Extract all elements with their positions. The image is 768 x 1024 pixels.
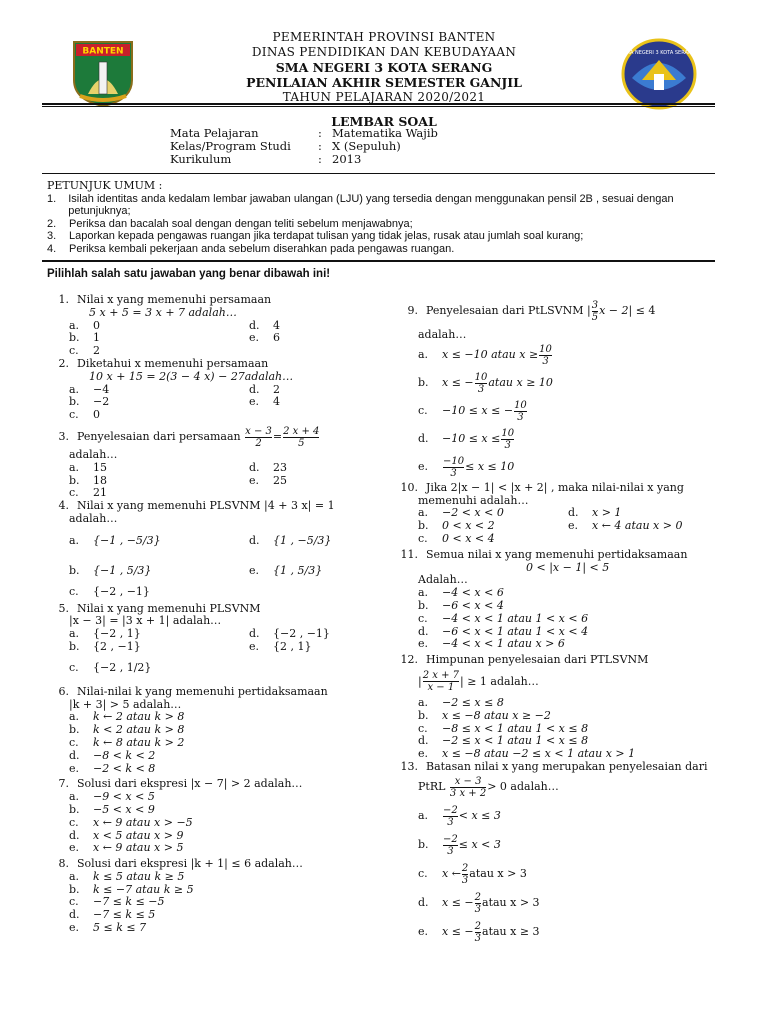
option: −9 < x < 5 — [93, 790, 155, 804]
letterhead — [0, 30, 768, 105]
question-2: 2. Diketahui x memenuhi persamaan 10 x + 15 = 2(3 − 4 x) − 27adalah… a. −4 d. 2 b. −2 e. 4 c. 0 — [58, 356, 294, 422]
instruction-item: 1. Isilah identitas anda kedalam lembar jawaban ulangan (LJU) yang tersedia dengan menggunakan pensil 2B , sesuai dengan petunjuknya; — [47, 192, 674, 218]
option: 0 < x < 4 — [442, 531, 495, 545]
info-value: X (Sepuluh) — [332, 139, 401, 153]
option: x ← 9 atau x > 5 — [93, 841, 184, 855]
info-value: 2013 — [332, 152, 362, 166]
questions-right-column — [396, 300, 726, 947]
header-line5: TAHUN PELAJARAN 2020/2021 — [282, 90, 486, 104]
option: atau x ≥ 3 — [482, 924, 540, 938]
option: 0 — [93, 408, 100, 422]
option: −4 < x < 1 atau x > 6 — [442, 637, 565, 651]
option: 5 ≤ k ≤ 7 — [93, 921, 147, 935]
option: {2 , 1} — [273, 639, 312, 653]
option: {−1 , −5/3} — [93, 533, 161, 547]
option: {1 , −5/3} — [273, 533, 332, 547]
option: −7 ≤ k ≤ −5 — [93, 895, 165, 909]
option: 4 — [273, 395, 280, 409]
option: −2 — [93, 395, 110, 409]
instruction-item: 2. Periksa dan bacalah soal dengan dengan teliti sebelum menjawabnya; — [47, 217, 413, 230]
option: atau x > 3 — [469, 866, 527, 880]
divider-thick — [42, 260, 715, 262]
option: k ≤ 5 atau k ≥ 5 — [93, 869, 185, 883]
option: x ≤ −8 atau −2 ≤ x < 1 atau x > 1 — [442, 747, 636, 761]
option: −6 < x < 1 atau 1 < x < 4 — [442, 624, 589, 638]
option: atau x > 3 — [482, 895, 540, 909]
general-instructions — [47, 180, 715, 256]
question-4: 4. Nilai x yang memenuhi PLSVNM |4 + 3 x| = 1 adalah… a. {−1 , −5/3} d. {1 , −5/3} b. {−1 , 5/3} e. {1 , 5/3} c. {−2 , −1} — [58, 499, 335, 598]
option: ≤ x < 3 — [458, 837, 501, 851]
option: −10 ≤ x ≤ − — [442, 404, 514, 418]
option: {−2 , 1} — [93, 627, 141, 641]
option: x ≤ −10 atau x ≥ — [442, 348, 539, 362]
option: x ≤ − — [442, 376, 474, 390]
option: −6 < x < 4 — [442, 598, 504, 612]
divider — [42, 173, 715, 174]
option: k ← 2 atau k > 8 — [93, 710, 185, 724]
header-line2: DINAS PENDIDIKAN DAN KEBUDAYAAN — [251, 45, 517, 59]
option: 18 — [93, 473, 107, 487]
option: 21 — [93, 486, 107, 500]
option: x < 5 atau x > 9 — [93, 828, 184, 842]
question-12: 12. Himpunan penyelesaian dari PTLSVNM | $\frac{2 x + 7}{x - 1}$ | ≥ 1 adalah… a. −2 ≤ x ≤ 8 b. x ≤ −8 atau x ≥ −2 c. −8 ≤ x < 1 atau 1 < x ≤ 8 d. −2 ≤ x < 1 atau 1 < x ≤ 8 e. x ≤ −8 atau −2 ≤ x < 1 atau x > 1 — [400, 653, 649, 761]
question-8: 8. Solusi dari ekspresi |k + 1| ≤ 6 adalah… a. k ≤ 5 atau k ≥ 5 b. k ≤ −7 atau k ≥ 5 c. −7 ≤ k ≤ −5 d. −7 ≤ k ≤ 5 e. 5 ≤ k ≤ 7 — [58, 857, 303, 935]
question-6: 6. Nilai-nilai k yang memenuhi pertidaksamaan |k + 3| > 5 adalah… a. k ← 2 atau k > 8 b. k < 2 atau k > 8 c. k ← 8 atau k > 2 d. −8 < k < 2 e. −2 < k < 8 — [58, 684, 328, 775]
option: {−2 , −1} — [93, 584, 150, 598]
option: {−2 , −1} — [273, 627, 330, 641]
option: ≤ x ≤ 10 — [465, 460, 515, 474]
header-rule-thick — [42, 103, 715, 105]
question-11: 11. Semua nilai x yang memenuhi pertidaksamaan 0 < |x − 1| < 5 Adalah… a. −4 < x < 6 b. −6 < x < 4 c. −4 < x < 1 atau 1 < x < 6 d. −6 < x < 1 atau 1 < x < 4 e. −4 < x < 1 atau x > 6 — [400, 547, 688, 651]
option: −8 ≤ x < 1 atau 1 < x ≤ 8 — [442, 721, 589, 735]
header-rule-thin — [42, 106, 715, 107]
option: −4 < x < 6 — [442, 586, 504, 600]
option: −4 < x < 1 atau 1 < x < 6 — [442, 611, 589, 625]
option: −4 — [93, 382, 110, 396]
option: 6 — [273, 331, 280, 345]
option: x ≤ −8 atau x ≥ −2 — [442, 708, 551, 722]
option: k ← 8 atau k > 2 — [93, 735, 185, 749]
questions-left-column — [47, 294, 387, 935]
option: < x ≤ 3 — [458, 808, 501, 822]
question-7: 7. Solusi dari ekspresi |x − 7| > 2 adalah… a. −9 < x < 5 b. −5 < x < 9 c. x ← 9 atau x > −5 d. x < 5 atau x > 9 e. x ← 9 atau x > 5 — [58, 777, 303, 855]
question-9: 9. Penyelesaian dari PtLSVNM | $\frac{3}{5}$ x − 2 | ≤ 4 adalah… a. x ≤ −10 atau x ≥ $\frac{10}{3}$ b. x ≤ − $\frac{10}{3}$ atau x ≥ 10 c. −10 ≤ x ≤ − $\frac{10}{3}$ d. −10 ≤ x ≤ $\frac{10}{3}$ e. $\frac{-10}{3}$ ≤ x ≤ 10 — [407, 300, 656, 480]
question-13: 13. Batasan nilai x yang merupakan penyelesaian dari PtRL $\frac{x - 3}{3 x + 2}$ > 0 adalah… a. $\frac{-2}{3}$ < x ≤ 3 b. $\frac{-2}{3}$ ≤ x < 3 c. x ← $\frac{2}{3}$ atau x > 3 d. x ≤ − $\frac{2}{3}$ atau x > 3 e. x ≤ − $\frac{2}{3}$ atau x ≥ 3 — [400, 759, 708, 944]
header-line4: PENILAIAN AKHIR SEMESTER GANJIL — [246, 75, 522, 90]
sheet-title: LEMBAR SOAL — [331, 114, 437, 129]
option: 1 — [93, 331, 100, 345]
answer-instruction: Pilihlah salah satu jawaban yang benar dibawah ini! — [47, 268, 331, 280]
option: 2 — [273, 382, 280, 396]
instructions-title: PETUNJUK UMUM : — [47, 179, 163, 192]
option: {−2 , 1/2} — [93, 660, 152, 674]
logo-left-text: BANTEN — [82, 46, 124, 57]
option: 0 — [93, 318, 100, 332]
option: −2 ≤ x < 1 atau 1 < x ≤ 8 — [442, 734, 589, 748]
logo-right-text: SMA NEGERI 3 KOTA SERANG — [622, 50, 696, 56]
option: x ← 4 atau x > 0 — [592, 519, 683, 533]
info-value: Matematika Wajib — [332, 126, 438, 140]
option: 23 — [273, 460, 287, 474]
option: k < 2 atau k > 8 — [93, 723, 185, 737]
header-line3: SMA NEGERI 3 KOTA SERANG — [275, 60, 493, 75]
option: −2 < k < 8 — [93, 761, 156, 775]
option: {2 , −1} — [93, 639, 141, 653]
option: x ← 9 atau x > −5 — [93, 815, 193, 829]
option: −10 ≤ x ≤ — [442, 432, 501, 446]
option: −2 < x < 0 — [442, 506, 504, 520]
option: k ≤ −7 atau k ≥ 5 — [93, 882, 194, 896]
question-5: 5. Nilai x yang memenuhi PLSVNM |x − 3| = |3 x + 1| adalah… a. {−2 , 1} d. {−2 , −1} b. {2 , −1} e. {2 , 1} c. {−2 , 1/2} — [47, 603, 387, 682]
info-key: Kelas/Program Studi — [170, 139, 291, 153]
option: −8 < k < 2 — [93, 748, 156, 762]
option: 25 — [273, 473, 287, 487]
info-key: Kurikulum — [170, 152, 232, 166]
instruction-item: 3. Laporkan kepada pengawas ruangan jika terdapat tulisan yang tidak jelas, rusak atau jumlah soal kurang; — [47, 230, 584, 243]
option: −7 ≤ k ≤ 5 — [93, 908, 156, 922]
option: x > 1 — [592, 506, 622, 520]
option: {−1 , 5/3} — [93, 563, 152, 577]
option: 2 — [93, 344, 100, 358]
option: −2 ≤ x ≤ 8 — [442, 695, 504, 709]
question-10: 10. Jika 2|x − 1| < |x + 2| , maka nilai-nilai x yang memenuhi adalah… a. −2 < x < 0 d. x > 1 b. 0 < x < 2 e. x ← 4 atau x > 0 c. 0 < x < 4 — [400, 480, 684, 545]
question-1: 1. Nilai x yang memenuhi persamaan 5 x + 5 = 3 x + 7 adalah… a. 0 d. 4 b. 1 e. 6 c. 2 — [58, 293, 280, 358]
exam-info: Mata Pelajaran : Matematika Wajib Kelas/Program Studi : X (Sepuluh) Kurikulum : 2013 — [170, 126, 438, 166]
option: 15 — [93, 460, 107, 474]
question-3: 3. Penyelesaian dari persamaan $\frac{x - 3}{2}$ = $\frac{2 x + 4}{5}$ adalah… a. 15 d. 23 b. 18 e. 25 c. 21 — [58, 425, 320, 500]
option: −5 < x < 9 — [93, 802, 155, 816]
header-line1: PEMERINTAH PROVINSI BANTEN — [272, 30, 496, 44]
instruction-item: 4. Periksa kembali pekerjaan anda sebelum diserahkan pada pengawas ruangan. — [47, 242, 455, 255]
option: 0 < x < 2 — [442, 519, 495, 533]
info-key: Mata Pelajaran — [170, 126, 259, 140]
option: {1 , 5/3} — [273, 563, 323, 577]
option: 4 — [273, 318, 280, 332]
